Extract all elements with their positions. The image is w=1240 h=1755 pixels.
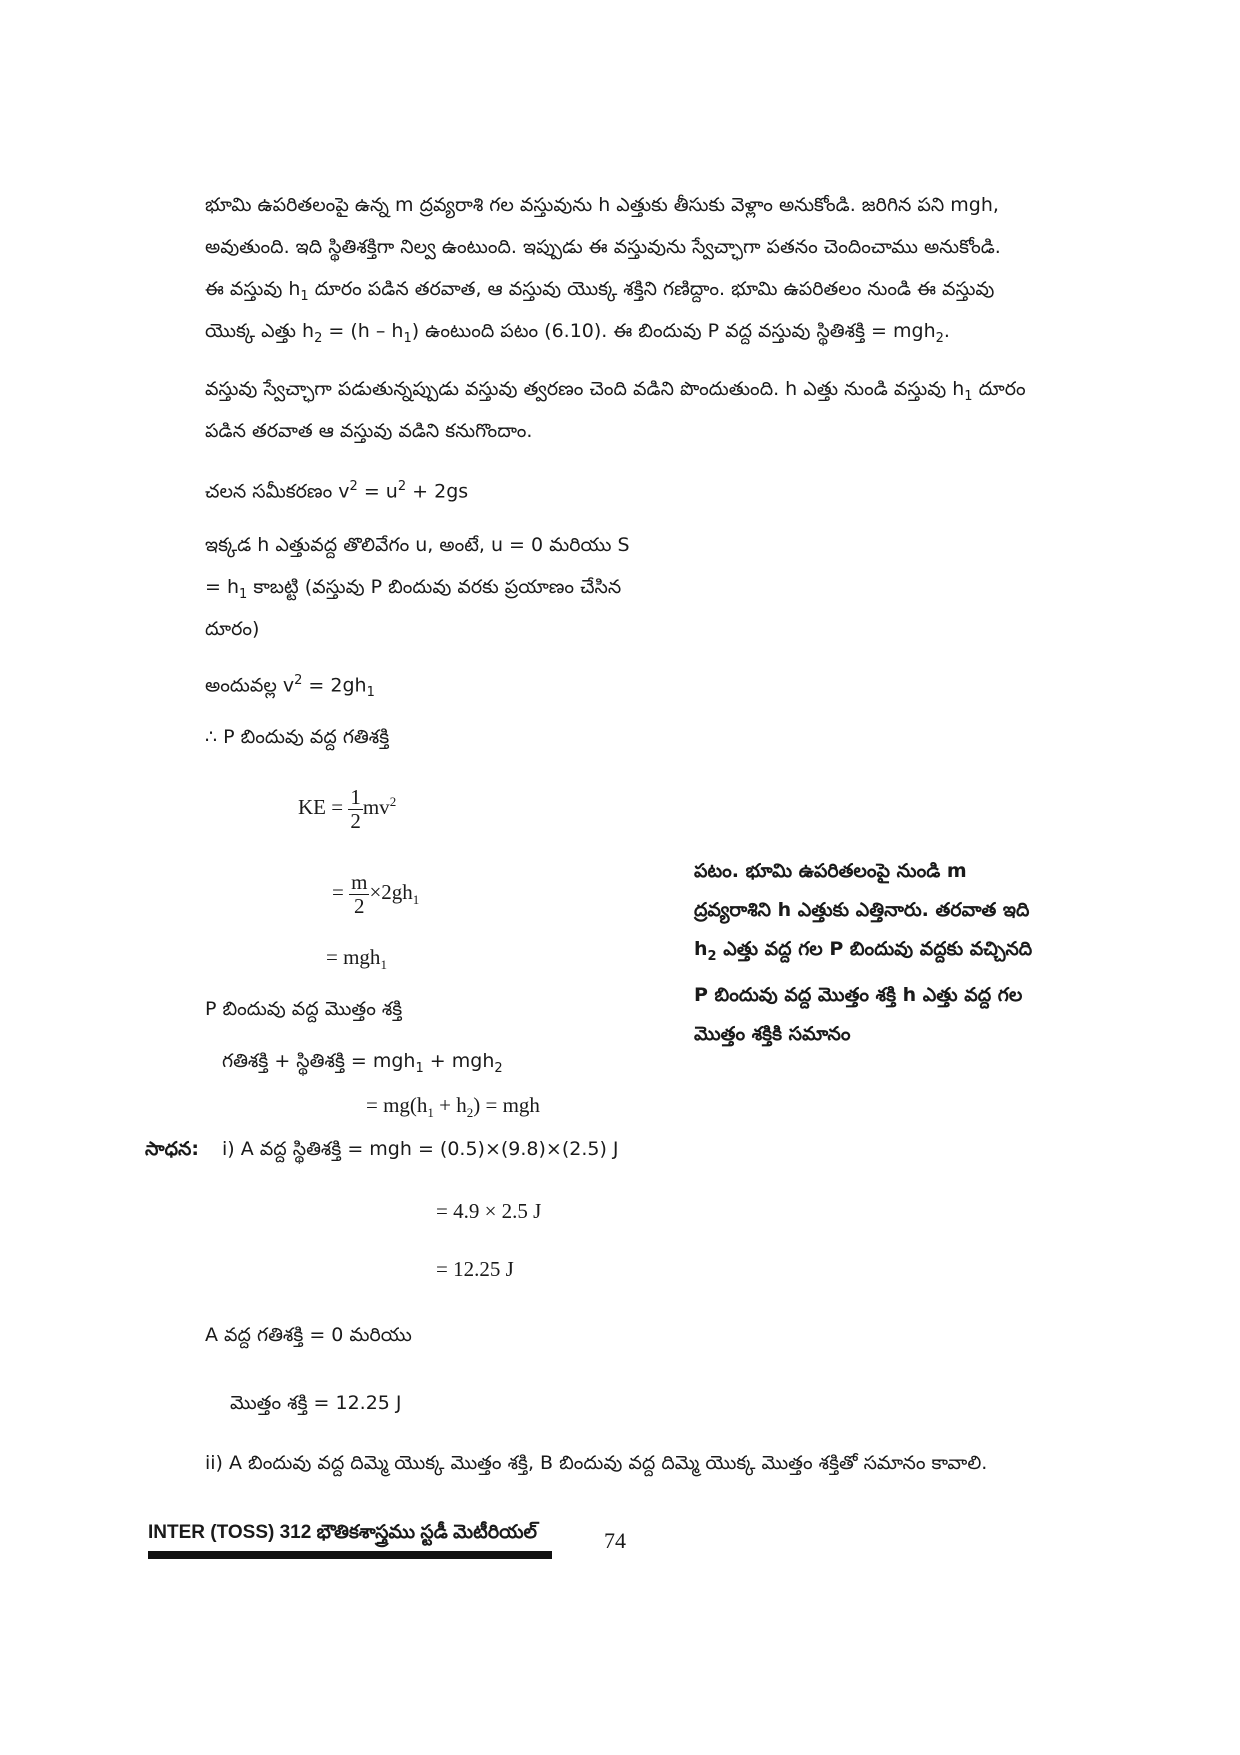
sum-equation-2: = $mg(h_1 + h_2)$ = mgh — [366, 1093, 540, 1121]
paragraph-1-line-2: అవుతుంది. ఇది స్థితిశక్తిగా నిల్వ ఉంటుంది. ఇప్పుడు ఈ వస్తువును స్వేచ్ఛాగా పతనం చెందించాము అనుకోండి. — [205, 236, 1001, 258]
solution-i-step-2: = 4.9 × 2.5 J — [436, 1199, 542, 1223]
paragraph-3-line-3: దూరం) — [205, 618, 260, 640]
solution-i: i) A వద్ద స్థితిశక్తి = mgh = (0.5)×(9.8)×(2.5) J — [222, 1138, 619, 1160]
solution-label: సాధన: — [145, 1138, 199, 1160]
ke-step-2: = $\frac{m}{2}$ $\times 2gh_1$ — [332, 869, 420, 918]
hence-equation: అందువల్ల $v^2 = 2gh_1$ — [205, 673, 375, 701]
paragraph-2-line-2: పడిన తరవాత ఆ వస్తువు వడిని కనుగొందాం. — [205, 420, 533, 442]
paragraph-1-line-4: యొక్క ఎత్తు $h_2 = (h - h_1)$ ఉంటుంది పటం (6.10). ఈ బిందువు P వద్ద వస్తువు స్థితిశక్తి = mgh$_2$. — [205, 320, 950, 346]
fraction-m-over-2: $\frac{m}{2}$ — [351, 869, 368, 918]
paragraph-2-line-1: వస్తువు స్వేచ్ఛాగా పడుతున్నప్పుడు వస్తువు త్వరణం చెంది వడిని పొందుతుంది. h ఎత్తు నుండి వస్తువు $h_1$ దూరం — [205, 378, 1026, 404]
solution-ii: ii) A బిందువు వద్ద దిమ్మె యొక్క మొత్తం శక్తి, B బిందువు వద్ద దిమ్మె యొక్క మొత్తం శక్తితో సమానం కావాలి. — [205, 1452, 988, 1474]
ke-formula: KE = $\frac{1}{2}$ $mv^2$ — [298, 784, 397, 833]
footer-rule — [148, 1551, 552, 1559]
sum-equation: గతిశక్తి + స్థితిశక్తి = mgh$_1$ + mgh$_2$ — [222, 1050, 503, 1076]
figure-caption — [694, 852, 1064, 1054]
footer-title: INTER (TOSS) 312 భౌతికశాస్త్రము స్టడీ మెటీరియల్ — [148, 1522, 537, 1543]
ke-step-3: = mgh$_1$ — [326, 945, 387, 973]
paragraph-1-line-1: భూమి ఉపరితలంపై ఉన్న m ద్రవ్యరాశి గల వస్తువును h ఎత్తుకు తీసుకు వెళ్లాం అనుకోండి. జరిగిన పని mgh, — [205, 194, 999, 216]
therefore-kinetic-energy: ∴ P బిందువు వద్ద గతిశక్తి — [205, 726, 390, 748]
caption-line-4: P బిందువు వద్ద మొత్తం శక్తి h ఎత్తు వద్ద గల — [694, 983, 1023, 1006]
total-energy-label: P బిందువు వద్ద మొత్తం శక్తి — [205, 998, 403, 1020]
caption-line-2: ద్రవ్యరాశిని h ఎత్తుకు ఎత్తినారు. తరవాత ఇది — [694, 899, 1030, 921]
paragraph-1-line-3: ఈ వస్తువు $h_1$ దూరం పడిన తరవాత, ఆ వస్తువు యొక్క శక్తిని గణిద్దాం. భూమి ఉపరితలం నుండి ఈ వస్తువు — [205, 278, 995, 304]
paragraph-3-line-1: ఇక్కడ h ఎత్తువద్ద తొలివేగం u, అంటే, u = 0 మరియు S — [205, 534, 630, 556]
caption-line-3: $h_2$ ఎత్తు వద్ద గల P బిందువు వద్దకు వచ్చినది — [694, 938, 1033, 964]
paragraph-3-line-2: = $h_1$ కాబట్టి (వస్తువు P బిందువు వరకు ప్రయాణం చేసిన — [205, 576, 622, 602]
caption-line-5: మొత్తం శక్తికి సమానం — [694, 1022, 851, 1045]
total-energy-value: మొత్తం శక్తి = 12.25 J — [230, 1392, 402, 1414]
solution-i-step-3: = 12.25 J — [436, 1257, 514, 1281]
equation-of-motion: చలన సమీకరణం $v^2 = u^2 + 2gs$ — [205, 479, 469, 503]
fraction-half: $\frac{1}{2}$ — [350, 784, 361, 833]
caption-line-1: పటం. భూమి ఉపరితలంపై నుండి m — [694, 860, 967, 882]
ke-at-a: A వద్ద గతిశక్తి = 0 మరియు — [205, 1324, 412, 1346]
page-number: 74 — [604, 1528, 626, 1553]
